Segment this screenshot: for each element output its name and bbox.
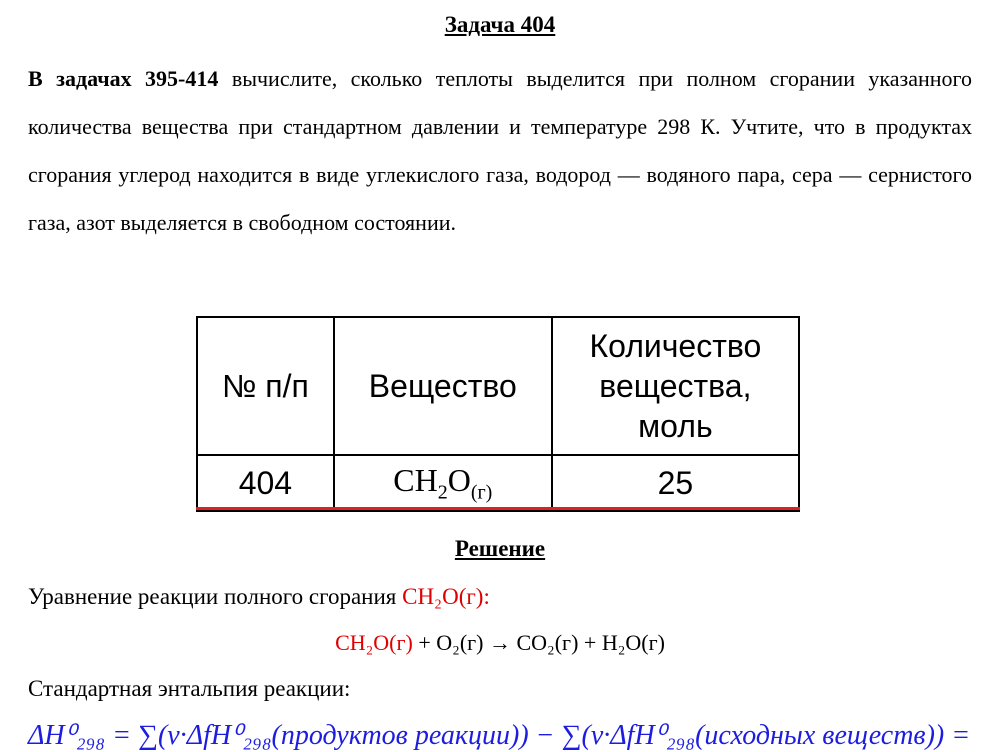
equation-reactant: CH₂O(г)	[335, 630, 413, 655]
reaction-intro-formula: CH₂O(г)	[402, 584, 484, 609]
cell-amount: 25	[552, 455, 799, 511]
table-row	[197, 455, 799, 511]
solution-heading: Решение	[454, 536, 546, 561]
page-title: Задача 404	[444, 12, 556, 37]
data-table	[196, 316, 800, 512]
header-amount: Количество вещества, моль	[552, 317, 799, 455]
task-range: В задачах 395-414	[28, 66, 219, 91]
equation-rest: + O₂(г) → CO₂(г) + H₂O(г)	[412, 630, 665, 655]
combustion-equation	[0, 630, 1000, 656]
enthalpy-label: Стандартная энтальпия реакции:	[28, 676, 351, 701]
table-underline	[196, 507, 800, 510]
reaction-intro: Уравнение реакции полного сгорания CH₂O(г):	[28, 584, 490, 609]
header-number: № п/п	[197, 317, 334, 455]
task-text: вычислите, сколько теплоты выделится при полном сгорании указанного количества вещества при стандартном давлении и температуре 298 К. Учтите, что в продуктах сгорания углерод находится в виде углекислого газа, водород — водяного пара, сера — сернистого газа, азот выделяется в свободном состоянии.	[28, 66, 972, 235]
cell-number: 404	[197, 455, 334, 511]
enthalpy-formula: ΔH⁰₂₉₈ = ∑(ν·ΔfH⁰₂₉₈(продуктов реакции)) − ∑(ν·ΔfH⁰₂₉₈(исходных веществ)) =	[28, 720, 971, 751]
task-paragraph	[28, 55, 972, 247]
cell-substance: $CH_2O_{(г)}$	[334, 455, 552, 511]
header-substance: Вещество	[334, 317, 552, 455]
